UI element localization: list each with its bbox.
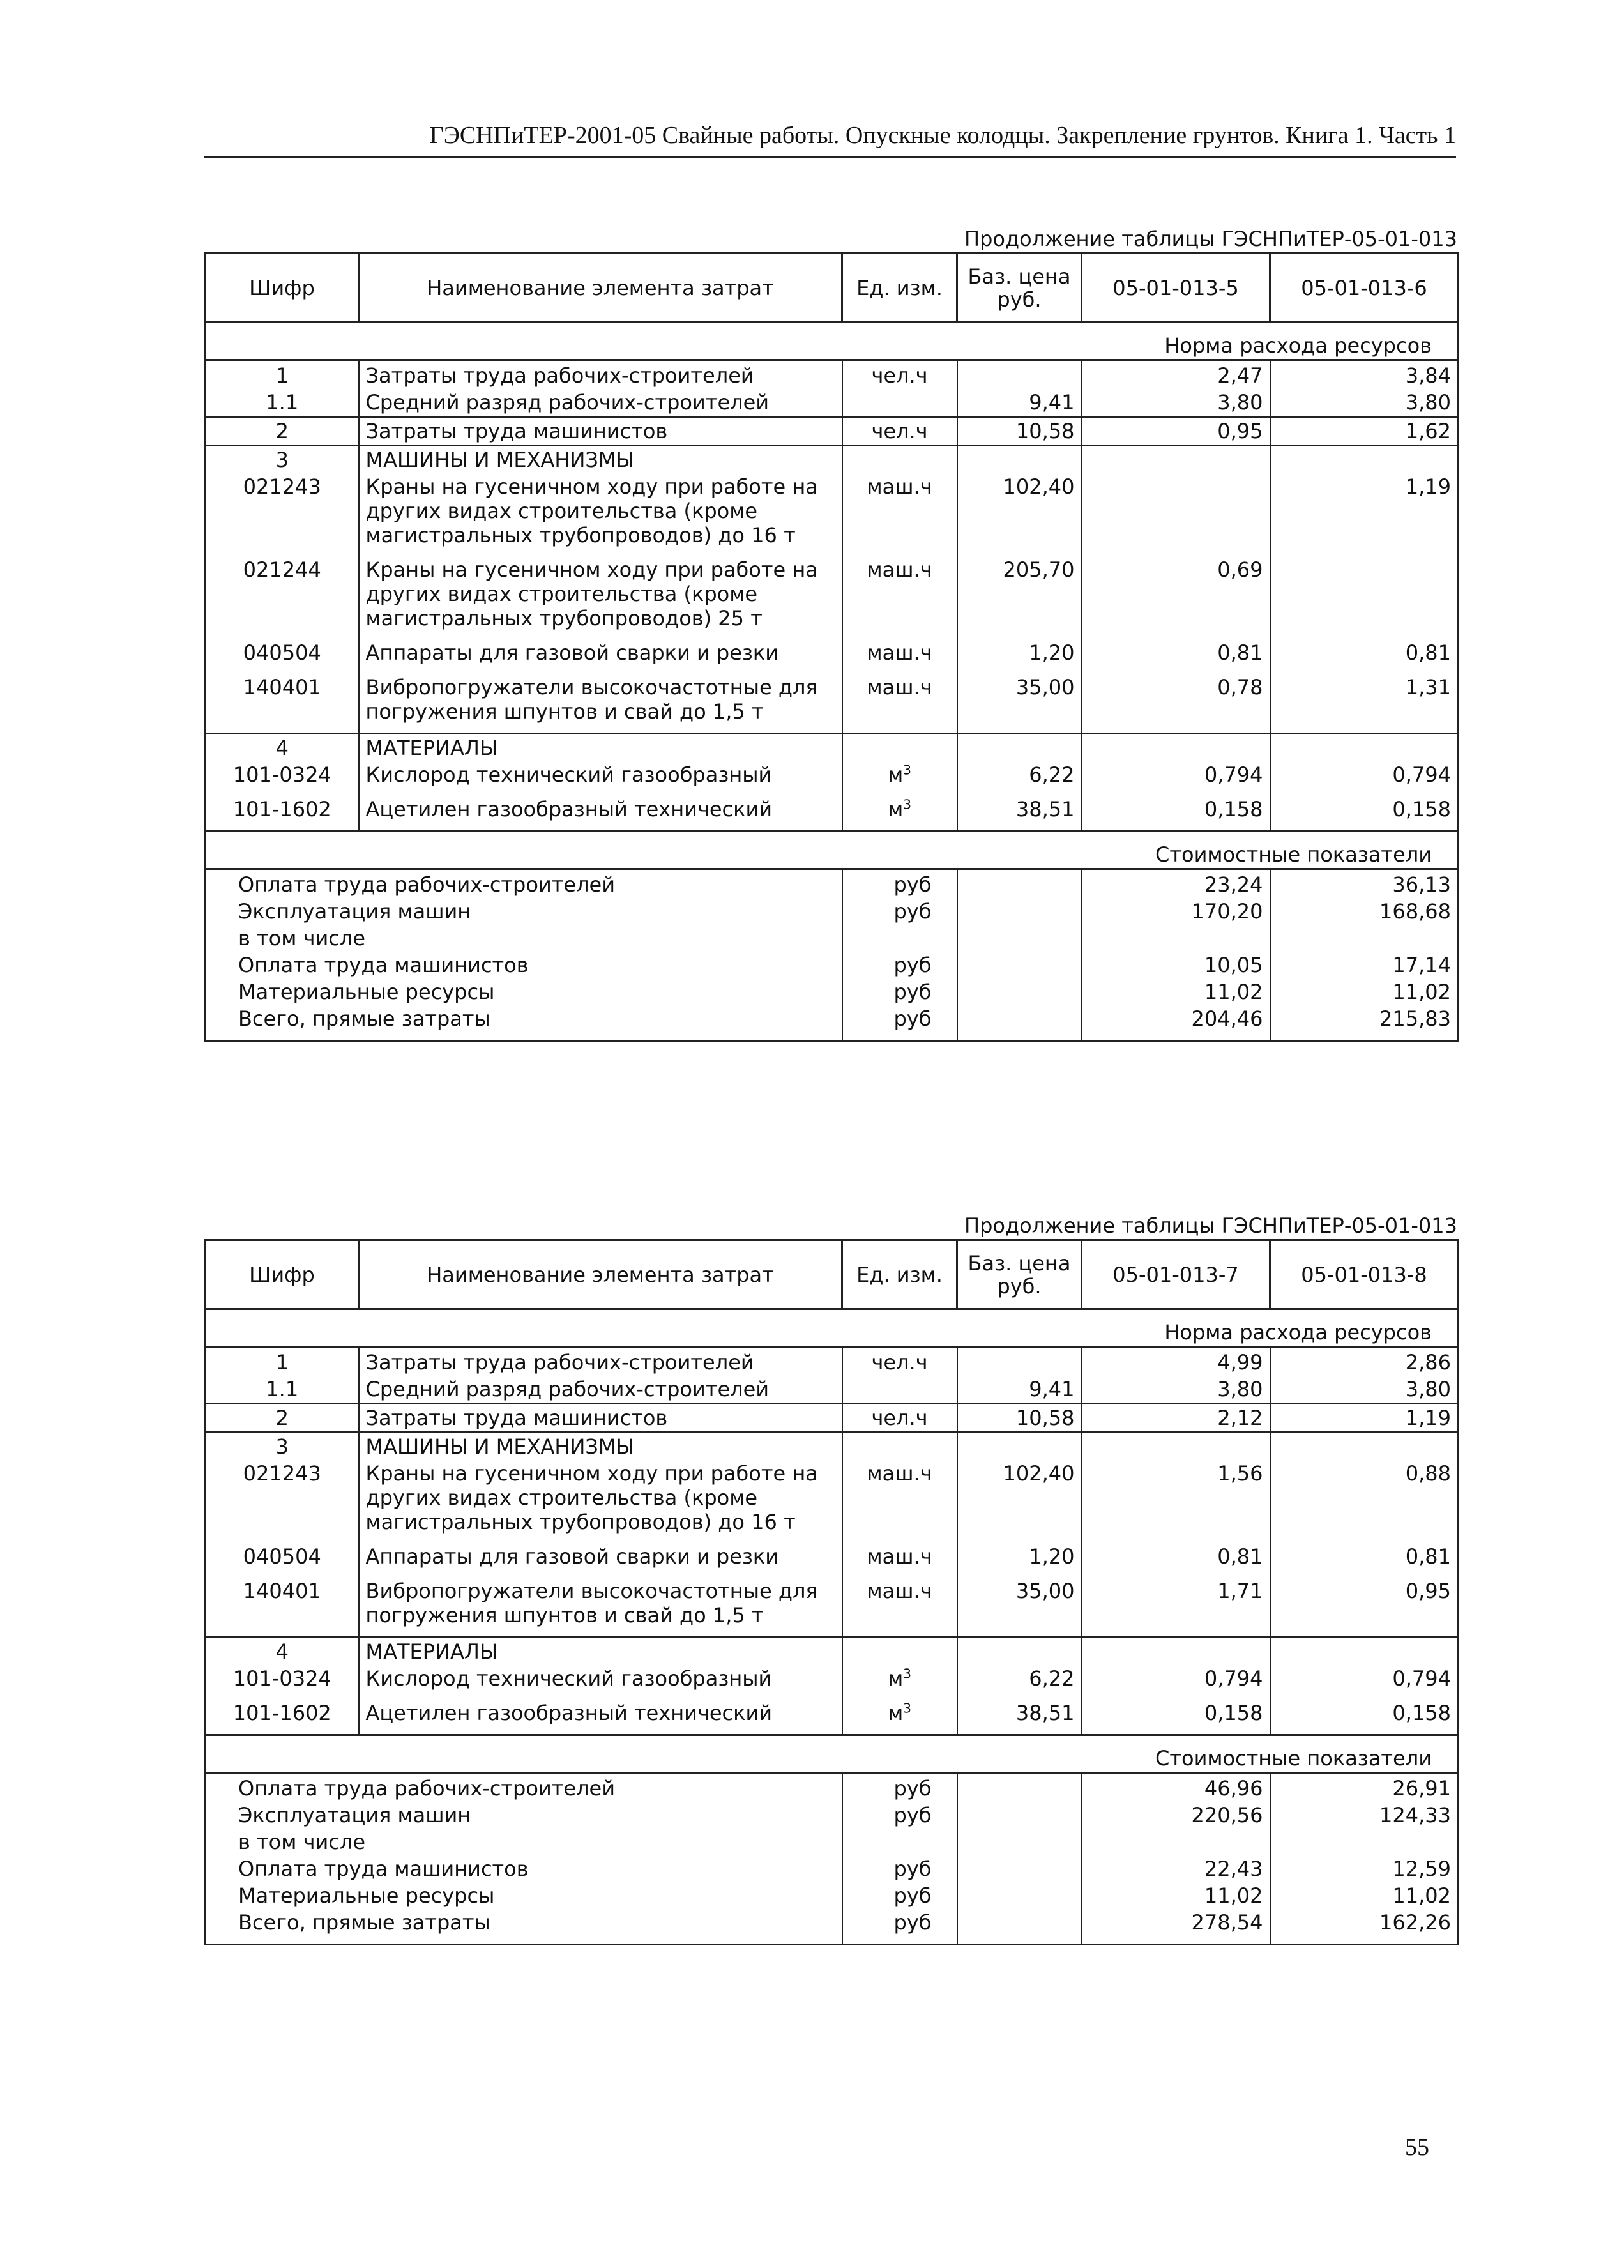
row-value-b: 1,62	[1270, 417, 1459, 446]
summary-value-b: 36,13	[1270, 869, 1459, 899]
col-header-b: 05-01-013-6	[1270, 254, 1459, 323]
category-title: МАТЕРИАЛЫ	[359, 1638, 842, 1666]
row-unit	[842, 1665, 957, 1700]
row-price: 1,20	[957, 1543, 1082, 1578]
unit-exponent: 3	[903, 1700, 911, 1716]
row-value-a	[1082, 473, 1270, 556]
summary-value-a: 11,02	[1082, 1882, 1270, 1909]
category-title: МАШИНЫ И МЕХАНИЗМЫ	[359, 1433, 842, 1461]
row-price	[957, 360, 1082, 390]
row-code: 040504	[206, 1543, 359, 1578]
category-row	[206, 446, 1459, 474]
row-name: Краны на гусеничном ходу при работе на других видах строительства (кроме магистральных трубопроводов) до 16 т	[359, 473, 842, 556]
row-value-a: 0,794	[1082, 1665, 1270, 1700]
row-code: 101-1602	[206, 1700, 359, 1735]
row-price: 10,58	[957, 417, 1082, 446]
summary-row	[206, 869, 1459, 899]
row-value-a: 1,56	[1082, 1460, 1270, 1543]
summary-label: Материальные ресурсы	[206, 978, 842, 1005]
summary-value-a: 23,24	[1082, 869, 1270, 899]
table-row	[206, 1376, 1459, 1404]
row-name: Средний разряд рабочих-строителей	[359, 389, 842, 417]
row-value-b: 0,158	[1270, 796, 1459, 832]
summary-label: Всего, прямые затраты	[206, 1005, 842, 1041]
summary-row	[206, 1855, 1459, 1882]
row-value-a: 0,158	[1082, 796, 1270, 832]
row-value-a: 2,47	[1082, 360, 1270, 390]
page-header: ГЭСНПиТЕР-2001-05 Свайные работы. Опускные колодцы. Закрепление грунтов. Книга 1. Часть 1	[204, 121, 1456, 158]
row-unit: маш.ч	[842, 556, 957, 639]
section-costs-row	[206, 1735, 1459, 1773]
summary-value-b: 168,68	[1270, 898, 1459, 925]
row-value-b: 0,794	[1270, 1665, 1459, 1700]
category-row	[206, 1433, 1459, 1461]
category-code: 4	[206, 1638, 359, 1666]
summary-label: Материальные ресурсы	[206, 1882, 842, 1909]
summary-row	[206, 952, 1459, 978]
summary-row	[206, 925, 1459, 952]
row-unit: чел.ч	[842, 1347, 957, 1376]
summary-row	[206, 1802, 1459, 1829]
row-price: 9,41	[957, 1376, 1082, 1404]
summary-unit: руб	[842, 1802, 957, 1829]
row-name: Кислород технический газообразный	[359, 1665, 842, 1700]
row-name: Кислород технический газообразный	[359, 761, 842, 796]
row-value-b: 1,19	[1270, 1404, 1459, 1433]
table-row	[206, 556, 1459, 639]
table-row	[206, 639, 1459, 674]
row-code: 040504	[206, 639, 359, 674]
row-value-a: 3,80	[1082, 389, 1270, 417]
unit-base: м	[888, 1701, 904, 1725]
row-value-a: 0,69	[1082, 556, 1270, 639]
table-row	[206, 796, 1459, 832]
row-code: 1.1	[206, 1376, 359, 1404]
row-code: 021243	[206, 473, 359, 556]
row-name: Средний разряд рабочих-строителей	[359, 1376, 842, 1404]
table-row	[206, 417, 1459, 446]
table-row	[206, 473, 1459, 556]
col-header-price: Баз. цена руб.	[957, 1240, 1082, 1309]
row-value-a: 4,99	[1082, 1347, 1270, 1376]
row-code: 101-0324	[206, 1665, 359, 1700]
row-unit: маш.ч	[842, 674, 957, 734]
col-header-name: Наименование элемента затрат	[359, 1240, 842, 1309]
row-code: 2	[206, 417, 359, 446]
summary-value-a: 204,46	[1082, 1005, 1270, 1041]
col-header-a: 05-01-013-5	[1082, 254, 1270, 323]
summary-value-b: 11,02	[1270, 1882, 1459, 1909]
row-value-b: 1,19	[1270, 473, 1459, 556]
summary-unit: руб	[842, 1882, 957, 1909]
row-code: 101-0324	[206, 761, 359, 796]
section-costs-label: Стоимостные показатели	[206, 1735, 1459, 1773]
table-row	[206, 360, 1459, 390]
row-value-a: 0,78	[1082, 674, 1270, 734]
col-header-price: Баз. цена руб.	[957, 254, 1082, 323]
summary-row	[206, 978, 1459, 1005]
row-code: 2	[206, 1404, 359, 1433]
summary-value-b: 26,91	[1270, 1773, 1459, 1802]
summary-unit: руб	[842, 952, 957, 978]
row-price: 102,40	[957, 1460, 1082, 1543]
summary-value-b: 11,02	[1270, 978, 1459, 1005]
table-row	[206, 1543, 1459, 1578]
row-name: Вибропогружатели высокочастотные для погружения шпунтов и свай до 1,5 т	[359, 1578, 842, 1638]
page-number: 55	[1405, 2134, 1429, 2161]
table-row	[206, 389, 1459, 417]
summary-label: Оплата труда машинистов	[206, 952, 842, 978]
row-code: 101-1602	[206, 796, 359, 832]
summary-row	[206, 1773, 1459, 1802]
summary-unit: руб	[842, 1005, 957, 1041]
row-unit	[842, 389, 957, 417]
summary-label: Эксплуатация машин	[206, 1802, 842, 1829]
row-code: 1	[206, 360, 359, 390]
col-header-name: Наименование элемента затрат	[359, 254, 842, 323]
summary-value-b: 12,59	[1270, 1855, 1459, 1882]
row-price: 35,00	[957, 1578, 1082, 1638]
row-name: Ацетилен газообразный технический	[359, 796, 842, 832]
summary-unit: руб	[842, 978, 957, 1005]
section-norms-row	[206, 323, 1459, 360]
row-value-b: 0,81	[1270, 639, 1459, 674]
unit-exponent: 3	[903, 1666, 911, 1682]
summary-row	[206, 1882, 1459, 1909]
summary-value-a: 22,43	[1082, 1855, 1270, 1882]
row-price: 38,51	[957, 1700, 1082, 1735]
row-value-a: 0,95	[1082, 417, 1270, 446]
norms-table-1	[204, 252, 1459, 1042]
row-price: 10,58	[957, 1404, 1082, 1433]
summary-value-b: 162,26	[1270, 1909, 1459, 1945]
row-value-a: 0,794	[1082, 761, 1270, 796]
summary-value-b: 17,14	[1270, 952, 1459, 978]
row-unit	[842, 761, 957, 796]
summary-value-a: 10,05	[1082, 952, 1270, 978]
row-name: Затраты труда машинистов	[359, 417, 842, 446]
norms-table-2	[204, 1239, 1459, 1945]
table-header-row	[206, 254, 1459, 323]
row-price	[957, 1347, 1082, 1376]
row-price: 35,00	[957, 674, 1082, 734]
table-row	[206, 1700, 1459, 1735]
summary-label: Эксплуатация машин	[206, 898, 842, 925]
summary-label: Оплата труда рабочих-строителей	[206, 869, 842, 899]
row-name: Вибропогружатели высокочастотные для погружения шпунтов и свай до 1,5 т	[359, 674, 842, 734]
unit-exponent: 3	[903, 762, 911, 778]
category-row	[206, 1638, 1459, 1666]
row-value-a: 0,81	[1082, 639, 1270, 674]
summary-unit: руб	[842, 1855, 957, 1882]
row-unit	[842, 1700, 957, 1735]
summary-value-a: 220,56	[1082, 1802, 1270, 1829]
summary-unit: руб	[842, 869, 957, 899]
summary-unit: руб	[842, 1773, 957, 1802]
row-unit: маш.ч	[842, 1460, 957, 1543]
category-title: МАТЕРИАЛЫ	[359, 734, 842, 762]
summary-unit: руб	[842, 1909, 957, 1945]
summary-row	[206, 898, 1459, 925]
unit-base: м	[888, 1666, 904, 1691]
row-unit: маш.ч	[842, 639, 957, 674]
row-price: 205,70	[957, 556, 1082, 639]
row-name: Краны на гусеничном ходу при работе на других видах строительства (кроме магистральных трубопроводов) 25 т	[359, 556, 842, 639]
row-value-b: 0,794	[1270, 761, 1459, 796]
row-price: 1,20	[957, 639, 1082, 674]
table-row	[206, 1347, 1459, 1376]
category-code: 3	[206, 1433, 359, 1461]
row-code: 021244	[206, 556, 359, 639]
summary-value-a: 11,02	[1082, 978, 1270, 1005]
section-costs-label: Стоимостные показатели	[206, 832, 1459, 869]
summary-label: в том числе	[206, 1829, 842, 1855]
summary-row	[206, 1005, 1459, 1041]
summary-label: Всего, прямые затраты	[206, 1909, 842, 1945]
col-header-code: Шифр	[206, 1240, 359, 1309]
summary-label: Оплата труда рабочих-строителей	[206, 1773, 842, 1802]
table-row	[206, 1460, 1459, 1543]
row-value-b: 0,88	[1270, 1460, 1459, 1543]
row-name: Ацетилен газообразный технический	[359, 1700, 842, 1735]
row-name: Краны на гусеничном ходу при работе на других видах строительства (кроме магистральных трубопроводов) до 16 т	[359, 1460, 842, 1543]
row-price: 9,41	[957, 389, 1082, 417]
row-name: Затраты труда рабочих-строителей	[359, 1347, 842, 1376]
row-unit	[842, 796, 957, 832]
row-value-b: 2,86	[1270, 1347, 1459, 1376]
table-row	[206, 674, 1459, 734]
summary-value-b: 124,33	[1270, 1802, 1459, 1829]
table-row	[206, 1578, 1459, 1638]
row-price: 38,51	[957, 796, 1082, 832]
row-value-b: 0,158	[1270, 1700, 1459, 1735]
table-row	[206, 761, 1459, 796]
row-value-b	[1270, 556, 1459, 639]
row-code: 140401	[206, 674, 359, 734]
category-row	[206, 734, 1459, 762]
row-code: 1	[206, 1347, 359, 1376]
row-name: Аппараты для газовой сварки и резки	[359, 1543, 842, 1578]
summary-value-a: 278,54	[1082, 1909, 1270, 1945]
row-unit: чел.ч	[842, 1404, 957, 1433]
row-unit: маш.ч	[842, 1543, 957, 1578]
row-value-a: 0,158	[1082, 1700, 1270, 1735]
summary-row	[206, 1909, 1459, 1945]
row-name: Затраты труда рабочих-строителей	[359, 360, 842, 390]
unit-exponent: 3	[903, 796, 911, 812]
row-code: 1.1	[206, 389, 359, 417]
row-unit: чел.ч	[842, 417, 957, 446]
row-code: 021243	[206, 1460, 359, 1543]
summary-value-b: 215,83	[1270, 1005, 1459, 1041]
row-unit	[842, 1376, 957, 1404]
summary-unit: руб	[842, 898, 957, 925]
col-header-code: Шифр	[206, 254, 359, 323]
summary-label: Оплата труда машинистов	[206, 1855, 842, 1882]
row-value-a: 3,80	[1082, 1376, 1270, 1404]
row-value-b: 0,95	[1270, 1578, 1459, 1638]
unit-base: м	[888, 763, 904, 787]
category-title: МАШИНЫ И МЕХАНИЗМЫ	[359, 446, 842, 474]
row-name: Затраты труда машинистов	[359, 1404, 842, 1433]
row-unit: маш.ч	[842, 473, 957, 556]
row-value-b: 0,81	[1270, 1543, 1459, 1578]
row-value-a: 1,71	[1082, 1578, 1270, 1638]
section-norms-row	[206, 1309, 1459, 1347]
row-value-b: 3,80	[1270, 389, 1459, 417]
col-header-unit: Ед. изм.	[842, 1240, 957, 1309]
col-header-a: 05-01-013-7	[1082, 1240, 1270, 1309]
row-unit: чел.ч	[842, 360, 957, 390]
table-header-row	[206, 1240, 1459, 1309]
row-value-a: 2,12	[1082, 1404, 1270, 1433]
row-price: 6,22	[957, 761, 1082, 796]
row-price: 6,22	[957, 1665, 1082, 1700]
row-value-b: 1,31	[1270, 674, 1459, 734]
summary-row	[206, 1829, 1459, 1855]
table-caption: Продолжение таблицы ГЭСНПиТЕР-05-01-013	[964, 227, 1457, 251]
unit-base: м	[888, 797, 904, 821]
row-value-b: 3,84	[1270, 360, 1459, 390]
category-code: 4	[206, 734, 359, 762]
summary-label: в том числе	[206, 925, 842, 952]
col-header-unit: Ед. изм.	[842, 254, 957, 323]
table-row	[206, 1404, 1459, 1433]
section-costs-row	[206, 832, 1459, 869]
section-norms-label: Норма расхода ресурсов	[206, 323, 1459, 360]
table-caption: Продолжение таблицы ГЭСНПиТЕР-05-01-013	[964, 1214, 1457, 1238]
category-code: 3	[206, 446, 359, 474]
row-price: 102,40	[957, 473, 1082, 556]
section-norms-label: Норма расхода ресурсов	[206, 1309, 1459, 1347]
row-code: 140401	[206, 1578, 359, 1638]
col-header-b: 05-01-013-8	[1270, 1240, 1459, 1309]
table-row	[206, 1665, 1459, 1700]
row-name: Аппараты для газовой сварки и резки	[359, 639, 842, 674]
summary-value-a: 170,20	[1082, 898, 1270, 925]
row-unit: маш.ч	[842, 1578, 957, 1638]
row-value-a: 0,81	[1082, 1543, 1270, 1578]
row-value-b: 3,80	[1270, 1376, 1459, 1404]
summary-value-a: 46,96	[1082, 1773, 1270, 1802]
